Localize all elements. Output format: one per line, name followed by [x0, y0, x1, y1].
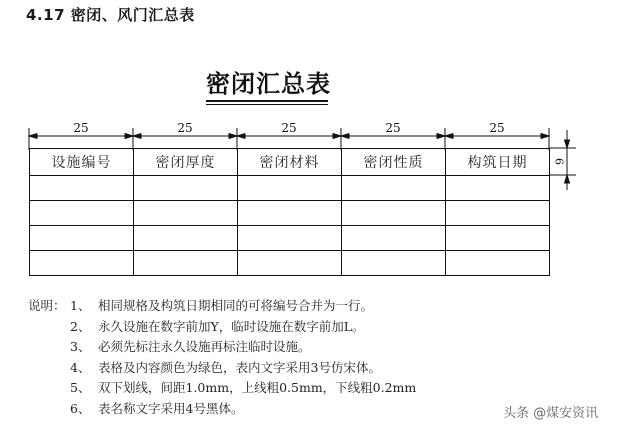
- table-cell: [134, 176, 238, 201]
- table-cell: [30, 176, 134, 201]
- table-title: 密闭汇总表: [206, 70, 331, 98]
- note-text: 必须先标注永久设施再标注临时设施。: [98, 339, 311, 354]
- header-cell-facility-number: 设施编号: [30, 149, 134, 176]
- dimension-label-col-4: 25: [385, 121, 401, 135]
- note-item: [28, 337, 416, 358]
- table-row: [30, 251, 550, 276]
- watermark: 头条 @煤安资讯: [503, 406, 599, 421]
- summary-table: [29, 148, 550, 276]
- header-cell-seal-type: 密闭性质: [342, 149, 446, 176]
- note-text: 相同规格及构筑日期相同的可将编号合并为一行。: [98, 298, 374, 313]
- dimension-label-col-3: 25: [281, 121, 297, 135]
- table-cell: [30, 226, 134, 251]
- dimension-label-col-5: 25: [489, 121, 505, 135]
- note-item: [28, 399, 416, 420]
- note-number: 4、: [70, 359, 91, 375]
- table-cell: [342, 176, 446, 201]
- note-number: 6、: [70, 400, 91, 416]
- note-text: 永久设施在数字前加Y，临时设施在数字前加L。: [98, 318, 365, 334]
- table-row: [30, 176, 550, 201]
- section-heading: 4.17 密闭、风门汇总表: [26, 6, 195, 24]
- notes-lead: 说明：: [28, 298, 66, 313]
- table-cell: [134, 201, 238, 226]
- table-cell: [238, 176, 342, 201]
- table-cell: [238, 251, 342, 276]
- table-cell: [342, 226, 446, 251]
- table-cell: [342, 251, 446, 276]
- notes-block: [28, 296, 416, 419]
- header-cell-build-date: 构筑日期: [446, 149, 550, 176]
- note-number: 2、: [70, 318, 91, 334]
- table-cell: [134, 226, 238, 251]
- table-cell: [446, 251, 550, 276]
- note-text: 双下划线，间距1.0mm，上线粗0.5mm，下线粗0.2mm: [98, 380, 417, 395]
- table-cell: [446, 201, 550, 226]
- table-row: [30, 201, 550, 226]
- note-number: 3、: [70, 339, 91, 354]
- table-cell: [446, 226, 550, 251]
- dimension-label-col-1: 25: [73, 121, 89, 135]
- header-cell-seal-material: 密闭材料: [238, 149, 342, 176]
- table-row: [30, 226, 550, 251]
- note-item: [28, 296, 416, 317]
- note-text: 表格及内容颜色为绿色，表内文字采用3号仿宋体。: [98, 359, 381, 375]
- table-cell: [238, 226, 342, 251]
- table-cell: [446, 176, 550, 201]
- table-cell: [30, 251, 134, 276]
- table-cell: [30, 201, 134, 226]
- table-cell: [238, 201, 342, 226]
- note-item: [28, 378, 416, 399]
- header-cell-seal-thickness: 密闭厚度: [134, 149, 238, 176]
- note-number: 5、: [70, 380, 91, 395]
- dimension-label-col-2: 25: [177, 121, 193, 135]
- dimension-label-header-height: 9: [553, 158, 567, 165]
- table-header-row: [30, 149, 550, 176]
- note-text: 表名称文字采用4号黑体。: [98, 400, 244, 416]
- table-cell: [342, 201, 446, 226]
- table-cell: [134, 251, 238, 276]
- note-item: [28, 358, 416, 379]
- note-item: [28, 317, 416, 338]
- note-number: 1、: [70, 298, 91, 313]
